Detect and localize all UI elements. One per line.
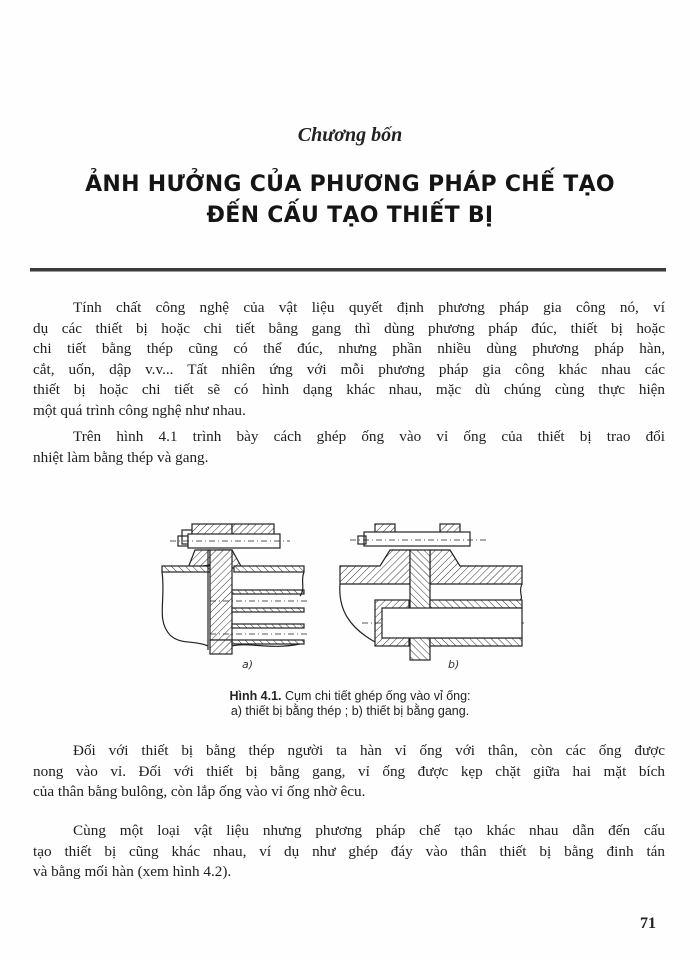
text-line: tạo thiết bị cũng khác nhau, ví dụ như ghép đáy vào thân thiết bị bằng đinh tán	[33, 842, 665, 860]
text-line: dụ các thiết bị hoặc chi tiết bằng gang thì dùng phương pháp đúc, thiết bị hoặc	[33, 319, 665, 337]
drawing-a-steel	[162, 524, 308, 654]
text-line: nong vào vỉ. Đối với thiết bị bằng gang, vỉ ống được kẹp chặt giữa hai mặt bích	[33, 762, 665, 780]
text-line: chi tiết bằng thép cũng có thể đúc, nhưng phần nhiều dùng phương pháp hàn,	[33, 340, 665, 357]
caption-text: Cụm chi tiết ghép ống vào vỉ ống:	[281, 689, 471, 703]
drawing-b-cast-iron	[340, 524, 526, 660]
chapter-title-line-2: ĐẾN CẤU TẠO THIẾT BỊ	[206, 203, 494, 228]
text-line: và bằng mối hàn (xem hình 4.2).	[33, 863, 232, 880]
chapter-title-line-1: ẢNH HƯỞNG CỦA PHƯƠNG PHÁP CHẾ TẠO	[85, 172, 615, 197]
paragraph-4	[33, 821, 665, 883]
chapter-label: Chương bốn	[297, 124, 403, 146]
text-line: cắt, uốn, dập v.v... Tất nhiên ứng với mỗi phương pháp gia công khác nhau các	[33, 360, 665, 378]
paragraph-3	[33, 741, 665, 803]
title-divider-shadow	[30, 271, 666, 272]
figure-4-1	[150, 510, 530, 680]
text-line: thiết bị hoặc chi tiết sẽ có hình dạng khác nhau, mặc dù chúng cùng thực hiện	[33, 381, 665, 398]
figure-label-b: b)	[448, 658, 460, 671]
text-line: Tính chất công nghệ của vật liệu quyết định phương pháp gia công nó, ví	[73, 299, 665, 316]
text-line: nhiệt làm bằng thép và gang.	[33, 448, 209, 466]
text-line: Đối với thiết bị bằng thép người ta hàn vỉ ống với thân, còn các ống được	[73, 742, 665, 759]
tube-sheet-drawing	[150, 510, 530, 680]
caption-line-2: a) thiết bị bằng thép ; b) thiết bị bằng gang.	[230, 704, 470, 718]
paragraph-2	[33, 427, 665, 468]
text-line: một quá trình công nghệ như nhau.	[33, 401, 246, 419]
text-line: của thân bằng bulông, còn lắp ống vào vỉ ống nhờ êcu.	[33, 783, 366, 800]
paragraph-1	[33, 298, 665, 421]
figure-label-a: a)	[242, 658, 254, 671]
caption-number: Hình 4.1.	[229, 689, 282, 703]
figure-caption	[180, 689, 520, 719]
text-line: Cùng một loại vật liệu nhưng phương pháp chế tạo khác nhau dẫn đến cấu	[73, 822, 665, 839]
page-number: 71	[640, 915, 656, 932]
text-line: Trên hình 4.1 trình bày cách ghép ống vào vỉ ống của thiết bị trao đổi	[73, 428, 665, 445]
